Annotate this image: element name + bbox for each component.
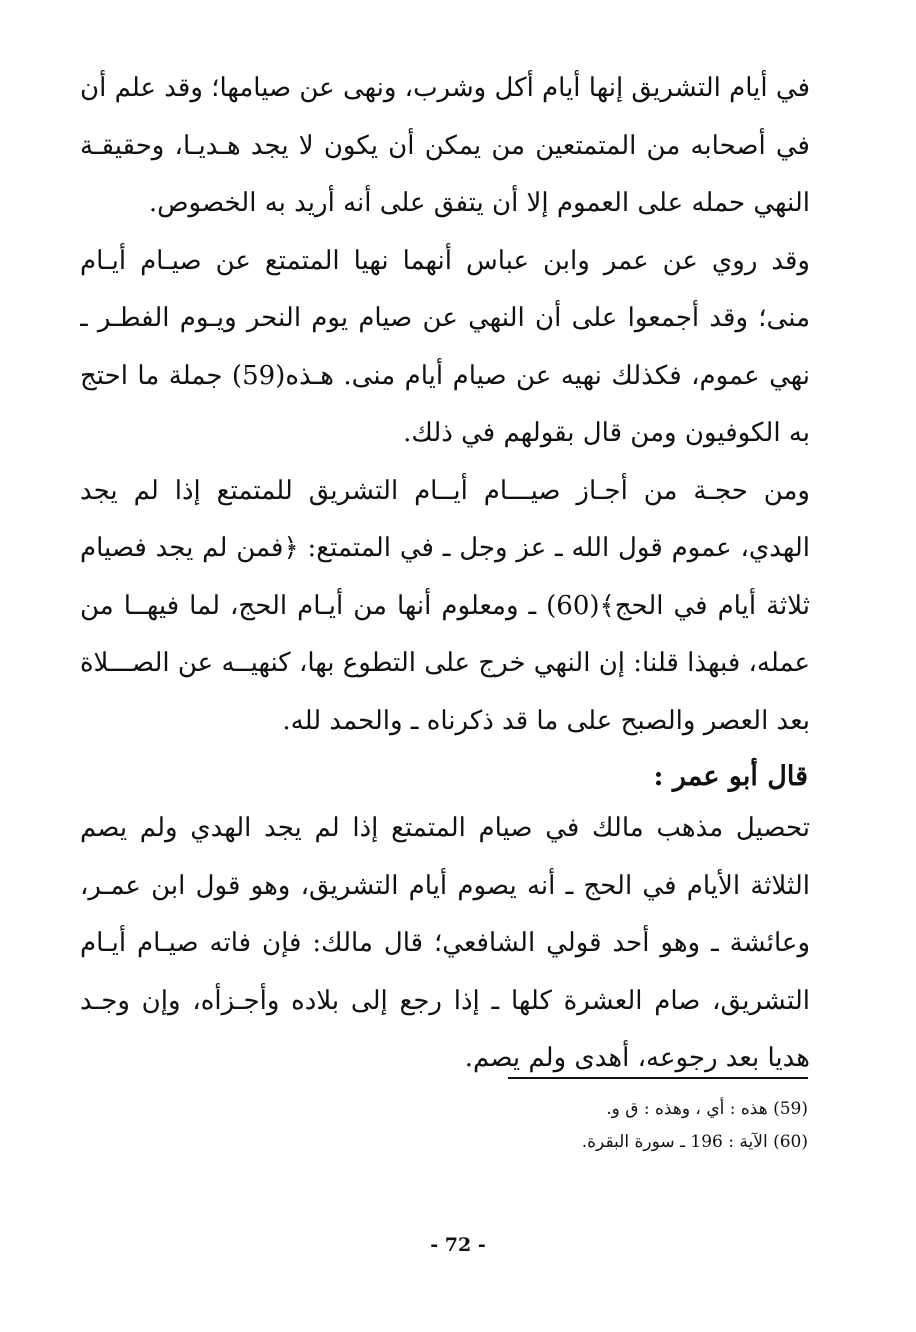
body-line: هديا بعد رجوعه، أهدى ولم يصم. bbox=[464, 1043, 810, 1073]
body-line: ومن حجـة من أجـاز صيـــام أيــام التشريق للمتمتع إذا لم يجد bbox=[80, 475, 810, 506]
body-line: تحصيل مذهب مالك في صيام المتمتع إذا لم يجد الهدي ولم يصم bbox=[80, 813, 810, 843]
main-text-block bbox=[80, 60, 810, 750]
footnotes bbox=[408, 1093, 808, 1159]
footnote-separator bbox=[508, 1077, 808, 1079]
body-line: به الكوفيون ومن قال بقولهم في ذلك. bbox=[403, 418, 810, 448]
body-line: وعائشة ـ وهو أحد قولي الشافعي؛ قال مالك: فإن فاته صيـام أيـام bbox=[80, 928, 810, 958]
body-line: في أيام التشريق إنها أيام أكل وشرب، ونهى عن صيامها؛ وقد علم أن bbox=[80, 73, 810, 103]
section-heading: قال أبو عمر : bbox=[653, 761, 808, 792]
body-line: التشريق، صام العشرة كلها ـ إذا رجع إلى بلاده وأجـزأه، وإن وجـد bbox=[80, 985, 810, 1016]
body-line: بعد العصر والصبح على ما قد ذكرناه ـ والحمد لله. bbox=[282, 705, 810, 736]
second-text-block bbox=[80, 800, 810, 1088]
footnote: (59) هذه : أي ، وهذه : ق و. bbox=[606, 1099, 808, 1119]
page-number: - 72 - bbox=[430, 1234, 486, 1256]
body-line: الثلاثة الأيام في الحج ـ أنه يصوم أيام التشريق، وهو قول ابن عمـر، bbox=[80, 870, 810, 901]
body-line: عمله، فبهذا قلنا: إن النهي خرج على التطوع بها، كنهيــه عن الصـــلاة bbox=[80, 648, 810, 678]
body-line: وقد روي عن عمر وابن عباس أنهما نهيا المتمتع عن صيـام أيـام bbox=[80, 245, 810, 276]
body-line: في أصحابه من المتمتعين من يمكن أن يكون لا يجد هـديـا، وحقيقـة bbox=[80, 130, 810, 161]
body-line: الهدي، عموم قول الله ـ عز وجل ـ في المتمتع: ﴿فمن لم يجد فصيام bbox=[80, 533, 810, 563]
body-line: النهي حمله على العموم إلا أن يتفق على أنه أريد به الخصوص. bbox=[148, 188, 810, 218]
body-line: منى؛ وقد أجمعوا على أن النهي عن صيام يوم النحر ويـوم الفطـر ـ bbox=[80, 303, 810, 333]
body-line: نهي عموم، فكذلك نهيه عن صيام أيام منى. هـذه(59) جملة ما احتج bbox=[80, 360, 810, 391]
footnote: (60) الآية : 196 ـ سورة البقرة. bbox=[581, 1132, 808, 1152]
body-line: ثلاثة أيام في الحج﴾(60) ـ ومعلوم أنها من أيـام الحج، لما فيهــا من bbox=[80, 590, 810, 621]
